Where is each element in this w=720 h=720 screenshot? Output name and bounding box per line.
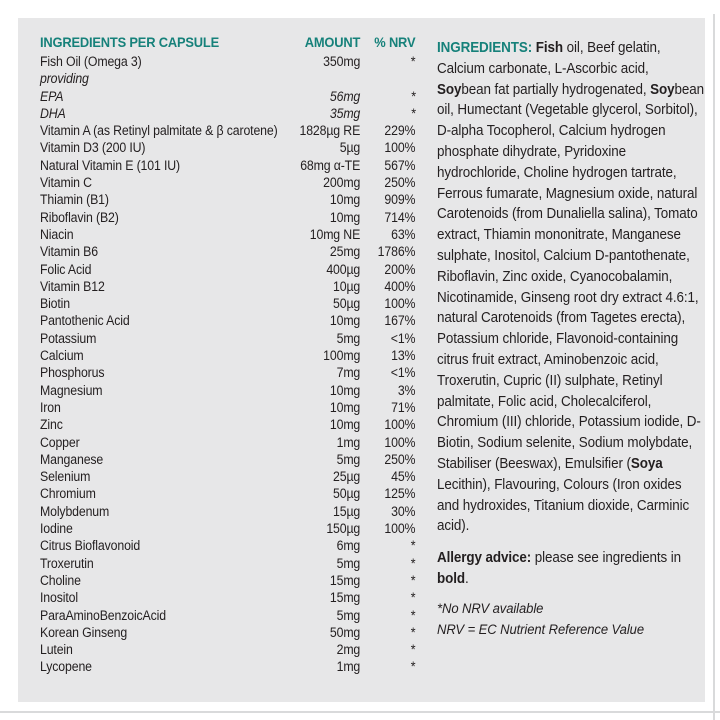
ingredient-nrv: 71% [391, 399, 416, 415]
ingredient-amount: 15mg [329, 572, 361, 588]
ingredient-nrv: 100% [384, 434, 416, 450]
allergy-advice-text: Allergy advice: please see ingredients in bold. [437, 550, 682, 587]
table-row [40, 468, 415, 485]
header-ingredients-per-capsule: INGREDIENTS PER CAPSULE [40, 34, 219, 50]
ingredient-nrv: 250% [384, 451, 416, 467]
table-row [40, 88, 415, 105]
table-header-row [40, 32, 415, 52]
ingredient-name: Folic Acid [40, 261, 92, 277]
ingredient-name: Lycopene [40, 659, 92, 675]
table-row [40, 209, 415, 226]
table-row [40, 434, 415, 451]
ingredient-name: Fish Oil (Omega 3) [40, 54, 142, 69]
ingredient-nrv: 3% [397, 382, 416, 398]
ingredient-nrv: 567% [384, 157, 416, 173]
table-row [40, 451, 415, 468]
table-body [40, 53, 415, 676]
ingredient-name: Vitamin D3 (200 IU) [40, 140, 146, 156]
ingredient-nrv: 100% [384, 140, 416, 156]
ingredient-amount: 350mg [323, 54, 361, 69]
table-row [40, 226, 415, 243]
ingredient-name: Vitamin C [40, 175, 92, 191]
ingredient-name: Iron [40, 399, 61, 415]
ingredient-amount: 15µg [333, 503, 361, 519]
footnote-nrv-definition: NRV = EC Nutrient Reference Value [437, 621, 644, 638]
ingredient-amount: 10mg [329, 382, 361, 398]
ingredient-nrv: * [410, 572, 416, 588]
ingredient-amount: 35mg [329, 105, 361, 121]
ingredient-nrv: * [410, 555, 416, 571]
table-row [40, 122, 415, 139]
ingredient-nrv: 909% [384, 192, 416, 208]
ingredient-amount: 7mg [336, 365, 361, 381]
ingredient-nrv: 100% [384, 417, 416, 433]
ingredient-amount: 5mg [336, 330, 361, 346]
ingredient-nrv: * [410, 105, 416, 121]
ingredient-name: Natural Vitamin E (101 IU) [40, 157, 180, 173]
ingredient-nrv [360, 70, 415, 87]
ingredient-name: Riboflavin (B2) [40, 209, 119, 225]
ingredient-name: ParaAminoBenzoicAcid [40, 607, 166, 623]
ingredient-nrv: 13% [391, 348, 416, 364]
ingredient-nrv: * [410, 659, 416, 675]
ingredients-table [40, 32, 415, 676]
ingredient-amount: 400µg [326, 261, 361, 277]
supplement-label-panel [18, 18, 705, 702]
ingredient-nrv: * [410, 624, 416, 640]
footnote-no-nrv: *No NRV available [437, 600, 544, 617]
ingredient-name: Manganese [40, 451, 104, 467]
ingredient-name: Vitamin B12 [40, 278, 105, 294]
ingredient-name: Inositol [40, 590, 78, 606]
table-row [40, 607, 415, 624]
ingredient-nrv: * [410, 590, 416, 606]
ingredient-amount: 25mg [329, 244, 361, 260]
ingredient-nrv: * [410, 607, 416, 623]
ingredient-amount: 50µg [333, 486, 361, 502]
ingredient-name: Thiamin (B1) [40, 192, 109, 208]
ingredient-name: Citrus Bioflavonoid [40, 538, 141, 554]
table-row [40, 555, 415, 572]
ingredient-amount: 10mg [329, 192, 361, 208]
ingredient-name: Korean Ginseng [40, 624, 128, 640]
ingredient-nrv: 714% [384, 209, 416, 225]
ingredient-name: Phosphorus [40, 365, 105, 381]
ingredient-amount: 10mg NE [309, 226, 361, 242]
ingredient-nrv: 63% [391, 226, 416, 242]
ingredient-amount: 6mg [336, 538, 361, 554]
table-row [40, 572, 415, 589]
table-row [40, 243, 415, 260]
ingredients-text-column [437, 38, 706, 641]
ingredient-amount: 50mg [329, 624, 361, 640]
ingredient-name: Vitamin B6 [40, 244, 98, 260]
ingredient-name: Molybdenum [40, 503, 110, 519]
ingredient-nrv: 1786% [377, 244, 416, 260]
ingredient-nrv: * [410, 88, 416, 104]
table-row [40, 70, 415, 87]
table-row [40, 105, 415, 122]
table-row [40, 658, 415, 675]
ingredient-amount: 5µg [339, 140, 361, 156]
table-row [40, 589, 415, 606]
ingredient-amount: 200mg [323, 175, 361, 191]
ingredient-amount: 15mg [329, 590, 361, 606]
ingredient-name: Lutein [40, 642, 73, 658]
ingredient-name: Niacin [40, 226, 74, 242]
table-row [40, 537, 415, 554]
table-row [40, 191, 415, 208]
ingredient-name: Chromium [40, 486, 96, 502]
ingredient-name: Iodine [40, 521, 73, 537]
table-row [40, 261, 415, 278]
table-row [40, 485, 415, 502]
ingredient-name: Biotin [40, 296, 71, 312]
ingredient-nrv: 30% [391, 503, 416, 519]
ingredient-amount: 150µg [326, 521, 361, 537]
ingredient-amount: 100mg [323, 348, 361, 364]
table-row [40, 278, 415, 295]
header-amount: AMOUNT [304, 34, 361, 50]
ingredient-name: Selenium [40, 469, 91, 485]
ingredient-name: Magnesium [40, 382, 103, 398]
ingredient-amount: 1mg [336, 434, 361, 450]
table-row [40, 53, 415, 70]
ingredient-nrv: * [410, 538, 416, 554]
table-row [40, 364, 415, 381]
table-row [40, 295, 415, 312]
table-row [40, 139, 415, 156]
ingredient-amount: 10mg [329, 209, 361, 225]
ingredients-list-text: Fish oil, Beef gelatin, Calcium carbonate, L-Ascorbic acid, Soybean fat partially hydrogenated, Soybean oil, Humectant (Vegetable glycerol, Sorbitol), D-alpha Tocopherol, Calcium hydrogen phosphate dihydrate, Pyridoxine hydrochloride, Choline hydrogen tartrate, Ferrous fumarate, Magnesium oxide, natural Carotenoids (from Dunaliella salina), Tomato extract, Thiamin mononitrate, Manganese sulphate, Inositol, Calcium D-pantothenate, Riboflavin, Zinc oxide, Cyanocobalamin, Nicotinamide, Ginseng root dry extract 4.6:1, natural Carotenoids (from Tagetes erecta), Potassium chloride, Flavonoid-containing citrus fruit extract, Aminobenzoic acid, Troxerutin, Cupric (II) sulphate, Retinyl palmitate, Folic acid, Cholecalciferol, Chromium (III) chloride, Potassium iodide, D-Biotin, Sodium selenite, Sodium molybdate, Stabiliser (Beeswax), Emulsifier (Soya Lecithin), Flavouring, Colours (Iron oxides and hydroxides, Titanium dioxide, Carminic acid). [437, 40, 705, 535]
ingredient-amount: 5mg [336, 451, 361, 467]
ingredient-amount: 1828µg RE [299, 123, 361, 139]
ingredient-nrv: * [410, 642, 416, 658]
table-row [40, 520, 415, 537]
ingredient-amount: 2mg [336, 642, 361, 658]
table-row [40, 416, 415, 433]
ingredient-nrv: * [410, 54, 416, 69]
allergy-advice [437, 548, 706, 590]
ingredient-amount: 68mg α-TE [300, 157, 361, 173]
ingredient-nrv: 200% [384, 261, 416, 277]
ingredient-amount [268, 70, 360, 87]
ingredient-nrv: 45% [391, 469, 416, 485]
table-row [40, 503, 415, 520]
ingredient-amount: 10mg [329, 313, 361, 329]
table-row [40, 330, 415, 347]
ingredient-name: Potassium [40, 330, 97, 346]
ingredient-amount: 56mg [329, 88, 361, 104]
adjacent-card-top-edge [0, 711, 720, 713]
ingredient-name: EPA [40, 88, 64, 104]
ingredient-name: Copper [40, 434, 80, 450]
ingredient-amount: 10mg [329, 399, 361, 415]
ingredient-nrv: 229% [384, 123, 416, 139]
ingredient-nrv: 100% [384, 296, 416, 312]
ingredient-nrv: 125% [384, 486, 416, 502]
ingredient-amount: 5mg [336, 555, 361, 571]
ingredient-name: Troxerutin [40, 555, 94, 571]
ingredients-label: INGREDIENTS: [437, 40, 533, 56]
ingredient-amount: 10µg [333, 278, 361, 294]
ingredient-nrv: 400% [384, 278, 416, 294]
ingredient-nrv: <1% [390, 365, 416, 381]
ingredient-name: Vitamin A (as Retinyl palmitate & β carotene) [40, 123, 278, 139]
ingredient-amount: 5mg [336, 607, 361, 623]
ingredient-nrv: <1% [390, 330, 416, 346]
table-row [40, 641, 415, 658]
header-nrv: % NRV [374, 34, 416, 50]
table-row [40, 347, 415, 364]
table-row [40, 399, 415, 416]
ingredient-name: providing [40, 71, 89, 87]
ingredient-name: Calcium [40, 348, 84, 364]
ingredient-amount: 10mg [329, 417, 361, 433]
ingredients-paragraph [437, 38, 706, 537]
table-row [40, 312, 415, 329]
ingredient-amount: 25µg [333, 469, 361, 485]
table-row [40, 382, 415, 399]
ingredient-amount: 1mg [336, 659, 361, 675]
table-row [40, 174, 415, 191]
ingredient-name: Pantothenic Acid [40, 313, 130, 329]
table-row [40, 157, 415, 174]
ingredient-nrv: 167% [384, 313, 416, 329]
ingredient-name: Choline [40, 572, 81, 588]
ingredient-nrv: 250% [384, 175, 416, 191]
ingredient-amount: 50µg [333, 296, 361, 312]
ingredient-nrv: 100% [384, 521, 416, 537]
ingredient-name: DHA [40, 105, 66, 121]
table-row [40, 624, 415, 641]
ingredient-name: Zinc [40, 417, 63, 433]
adjacent-card-left-edge [713, 14, 715, 720]
